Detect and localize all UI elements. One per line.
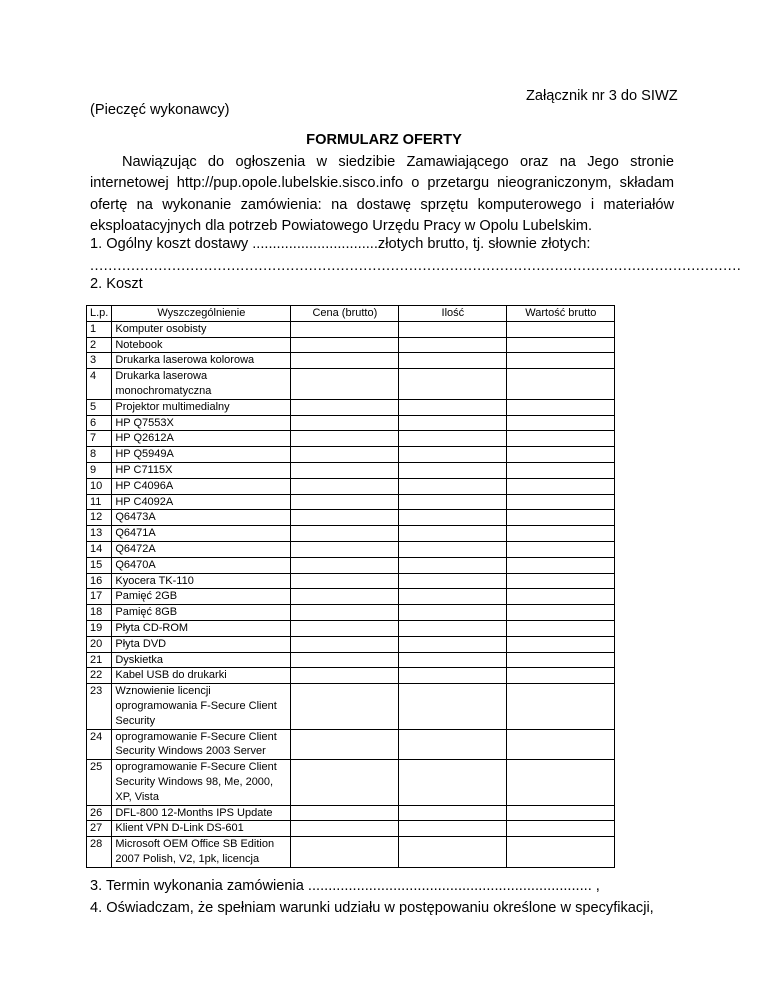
table-row	[87, 573, 615, 589]
price-cell[interactable]	[291, 399, 399, 415]
table-row	[87, 729, 615, 760]
quantity-cell[interactable]	[399, 684, 507, 729]
price-cell[interactable]	[291, 337, 399, 353]
value-cell[interactable]	[507, 541, 615, 557]
cost-section-heading: 2. Koszt	[90, 276, 143, 292]
price-cell[interactable]	[291, 494, 399, 510]
value-cell[interactable]	[507, 399, 615, 415]
lp-cell: 27	[87, 821, 112, 837]
value-cell[interactable]	[507, 321, 615, 337]
table-row	[87, 353, 615, 369]
table-row	[87, 760, 615, 805]
item-cell: Kabel USB do drukarki	[112, 668, 291, 684]
price-cell[interactable]	[291, 526, 399, 542]
lp-cell: 1	[87, 321, 112, 337]
item-cell: Notebook	[112, 337, 291, 353]
dotted-fill-line: ...............................................................................................................................................	[90, 258, 742, 274]
annex-label: Załącznik nr 3 do SIWZ	[526, 88, 678, 104]
value-cell[interactable]	[507, 573, 615, 589]
item-cell: oprogramowanie F-Secure Client Security Windows 98, Me, 2000, XP, Vista	[112, 760, 291, 805]
lp-cell: 16	[87, 573, 112, 589]
value-cell[interactable]	[507, 837, 615, 868]
quantity-cell[interactable]	[399, 494, 507, 510]
lp-cell: 23	[87, 684, 112, 729]
item-cell: HP C4096A	[112, 478, 291, 494]
price-cell[interactable]	[291, 589, 399, 605]
lp-cell: 4	[87, 369, 112, 400]
value-cell[interactable]	[507, 729, 615, 760]
item-cell: Projektor multimedialny	[112, 399, 291, 415]
quantity-cell[interactable]	[399, 729, 507, 760]
price-cell[interactable]	[291, 353, 399, 369]
price-cell[interactable]	[291, 636, 399, 652]
item-cell: Drukarka laserowa monochromatyczna	[112, 369, 291, 400]
lp-cell: 19	[87, 620, 112, 636]
item-cell: HP Q7553X	[112, 415, 291, 431]
item-cell: Q6470A	[112, 557, 291, 573]
table-header-row	[87, 306, 615, 322]
header-quantity: Ilość	[399, 306, 507, 322]
item-cell: Dyskietka	[112, 652, 291, 668]
quantity-cell[interactable]	[399, 837, 507, 868]
table-row	[87, 684, 615, 729]
item-cell: Płyta CD-ROM	[112, 620, 291, 636]
item-cell: Pamięć 2GB	[112, 589, 291, 605]
quantity-cell[interactable]	[399, 526, 507, 542]
lp-cell: 2	[87, 337, 112, 353]
quantity-cell[interactable]	[399, 510, 507, 526]
lp-cell: 24	[87, 729, 112, 760]
item-cell: Klient VPN D-Link DS-601	[112, 821, 291, 837]
price-cell[interactable]	[291, 369, 399, 400]
table-row	[87, 510, 615, 526]
value-cell[interactable]	[507, 652, 615, 668]
table-row	[87, 605, 615, 621]
lp-cell: 5	[87, 399, 112, 415]
quantity-cell[interactable]	[399, 636, 507, 652]
quantity-cell[interactable]	[399, 462, 507, 478]
table-row	[87, 526, 615, 542]
lp-cell: 6	[87, 415, 112, 431]
quantity-cell[interactable]	[399, 321, 507, 337]
lp-cell: 20	[87, 636, 112, 652]
value-cell[interactable]	[507, 478, 615, 494]
item-cell: Wznowienie licencji oprogramowania F-Secure Client Security	[112, 684, 291, 729]
item-cell: Microsoft OEM Office SB Edition 2007 Polish, V2, 1pk, licencja	[112, 837, 291, 868]
table-row	[87, 821, 615, 837]
quantity-cell[interactable]	[399, 652, 507, 668]
price-cell[interactable]	[291, 478, 399, 494]
header-value: Wartość brutto	[507, 306, 615, 322]
price-cell[interactable]	[291, 620, 399, 636]
value-cell[interactable]	[507, 805, 615, 821]
quantity-cell[interactable]	[399, 620, 507, 636]
price-cell[interactable]	[291, 821, 399, 837]
lp-cell: 15	[87, 557, 112, 573]
value-cell[interactable]	[507, 369, 615, 400]
table-row	[87, 337, 615, 353]
quantity-cell[interactable]	[399, 369, 507, 400]
value-cell[interactable]	[507, 589, 615, 605]
quantity-cell[interactable]	[399, 447, 507, 463]
value-cell[interactable]	[507, 620, 615, 636]
table-row	[87, 399, 615, 415]
price-cell[interactable]	[291, 805, 399, 821]
quantity-cell[interactable]	[399, 353, 507, 369]
price-cell[interactable]	[291, 573, 399, 589]
table-row	[87, 494, 615, 510]
item-cell: Drukarka laserowa kolorowa	[112, 353, 291, 369]
table-row	[87, 805, 615, 821]
lp-cell: 17	[87, 589, 112, 605]
table-row	[87, 652, 615, 668]
item-cell: DFL-800 12-Months IPS Update	[112, 805, 291, 821]
value-cell[interactable]	[507, 821, 615, 837]
quantity-cell[interactable]	[399, 821, 507, 837]
value-cell[interactable]	[507, 636, 615, 652]
price-cell[interactable]	[291, 431, 399, 447]
table-row	[87, 369, 615, 400]
lp-cell: 9	[87, 462, 112, 478]
price-cell[interactable]	[291, 652, 399, 668]
value-cell[interactable]	[507, 447, 615, 463]
lp-cell: 14	[87, 541, 112, 557]
quantity-cell[interactable]	[399, 668, 507, 684]
lp-cell: 10	[87, 478, 112, 494]
quantity-cell[interactable]	[399, 541, 507, 557]
table-row	[87, 668, 615, 684]
lp-cell: 8	[87, 447, 112, 463]
lp-cell: 12	[87, 510, 112, 526]
table-row	[87, 837, 615, 868]
price-cell[interactable]	[291, 510, 399, 526]
value-cell[interactable]	[507, 462, 615, 478]
table-row	[87, 462, 615, 478]
lp-cell: 18	[87, 605, 112, 621]
header-price: Cena (brutto)	[291, 306, 399, 322]
header-item: Wyszczególnienie	[112, 306, 291, 322]
price-cell[interactable]	[291, 462, 399, 478]
price-cell[interactable]	[291, 668, 399, 684]
item-cell: HP Q2612A	[112, 431, 291, 447]
price-cell[interactable]	[291, 447, 399, 463]
table-row	[87, 431, 615, 447]
table-row	[87, 589, 615, 605]
item-cell: oprogramowanie F-Secure Client Security Windows 2003 Server	[112, 729, 291, 760]
price-cell[interactable]	[291, 321, 399, 337]
lp-cell: 21	[87, 652, 112, 668]
item-cell: Kyocera TK-110	[112, 573, 291, 589]
table-row	[87, 447, 615, 463]
item-cell: Płyta DVD	[112, 636, 291, 652]
price-cell[interactable]	[291, 415, 399, 431]
offer-table	[86, 305, 615, 868]
quantity-cell[interactable]	[399, 573, 507, 589]
price-cell[interactable]	[291, 541, 399, 557]
quantity-cell[interactable]	[399, 589, 507, 605]
value-cell[interactable]	[507, 353, 615, 369]
item-cell: Komputer osobisty	[112, 321, 291, 337]
price-cell[interactable]	[291, 557, 399, 573]
value-cell[interactable]	[507, 526, 615, 542]
lp-cell: 28	[87, 837, 112, 868]
value-cell[interactable]	[507, 494, 615, 510]
item-cell: Pamięć 8GB	[112, 605, 291, 621]
price-cell[interactable]	[291, 729, 399, 760]
table-row	[87, 415, 615, 431]
lp-cell: 13	[87, 526, 112, 542]
table-row	[87, 541, 615, 557]
item-cell: HP Q5949A	[112, 447, 291, 463]
quantity-cell[interactable]	[399, 605, 507, 621]
quantity-cell[interactable]	[399, 337, 507, 353]
header-lp: L.p.	[87, 306, 112, 322]
item-cell: Q6473A	[112, 510, 291, 526]
lp-cell: 7	[87, 431, 112, 447]
deadline-line: 3. Termin wykonania zamówienia ...................................................................... ,	[90, 878, 600, 894]
quantity-cell[interactable]	[399, 399, 507, 415]
quantity-cell[interactable]	[399, 478, 507, 494]
value-cell[interactable]	[507, 684, 615, 729]
quantity-cell[interactable]	[399, 431, 507, 447]
table-row	[87, 636, 615, 652]
price-cell[interactable]	[291, 605, 399, 621]
value-cell[interactable]	[507, 415, 615, 431]
value-cell[interactable]	[507, 668, 615, 684]
value-cell[interactable]	[507, 431, 615, 447]
form-title: FORMULARZ OFERTY	[306, 132, 462, 148]
quantity-cell[interactable]	[399, 805, 507, 821]
table-row	[87, 557, 615, 573]
contractor-stamp-label: (Pieczęć wykonawcy)	[90, 102, 230, 118]
value-cell[interactable]	[507, 337, 615, 353]
value-cell[interactable]	[507, 510, 615, 526]
value-cell[interactable]	[507, 557, 615, 573]
intro-paragraph: Nawiązując do ogłoszenia w siedzibie Zamawiającego oraz na Jego stronie internetowej http://pup.opole.lubelskie.sisco.info o przetargu nieograniczonym, składam ofertę na wykonanie zamówienia: na dostawę sprzętu komputerowego i materiałów eksploatacyjnych dla potrzeb Powiatowego Urzędu Pracy w Opolu Lubelskim.	[90, 154, 674, 235]
table-row	[87, 620, 615, 636]
total-cost-line: 1. Ogólny koszt dostawy ...............................złotych brutto, tj. słownie złotych:	[90, 236, 591, 252]
declaration-line: 4. Oświadczam, że spełniam warunki udziału w postępowaniu określone w specyfikacji,	[90, 900, 654, 916]
item-cell: HP C7115X	[112, 462, 291, 478]
value-cell[interactable]	[507, 605, 615, 621]
price-cell[interactable]	[291, 760, 399, 805]
value-cell[interactable]	[507, 760, 615, 805]
lp-cell: 3	[87, 353, 112, 369]
item-cell: Q6472A	[112, 541, 291, 557]
lp-cell: 11	[87, 494, 112, 510]
item-cell: HP C4092A	[112, 494, 291, 510]
quantity-cell[interactable]	[399, 557, 507, 573]
item-cell: Q6471A	[112, 526, 291, 542]
quantity-cell[interactable]	[399, 415, 507, 431]
price-cell[interactable]	[291, 684, 399, 729]
table-row	[87, 321, 615, 337]
lp-cell: 22	[87, 668, 112, 684]
price-cell[interactable]	[291, 837, 399, 868]
lp-cell: 26	[87, 805, 112, 821]
table-row	[87, 478, 615, 494]
quantity-cell[interactable]	[399, 760, 507, 805]
lp-cell: 25	[87, 760, 112, 805]
